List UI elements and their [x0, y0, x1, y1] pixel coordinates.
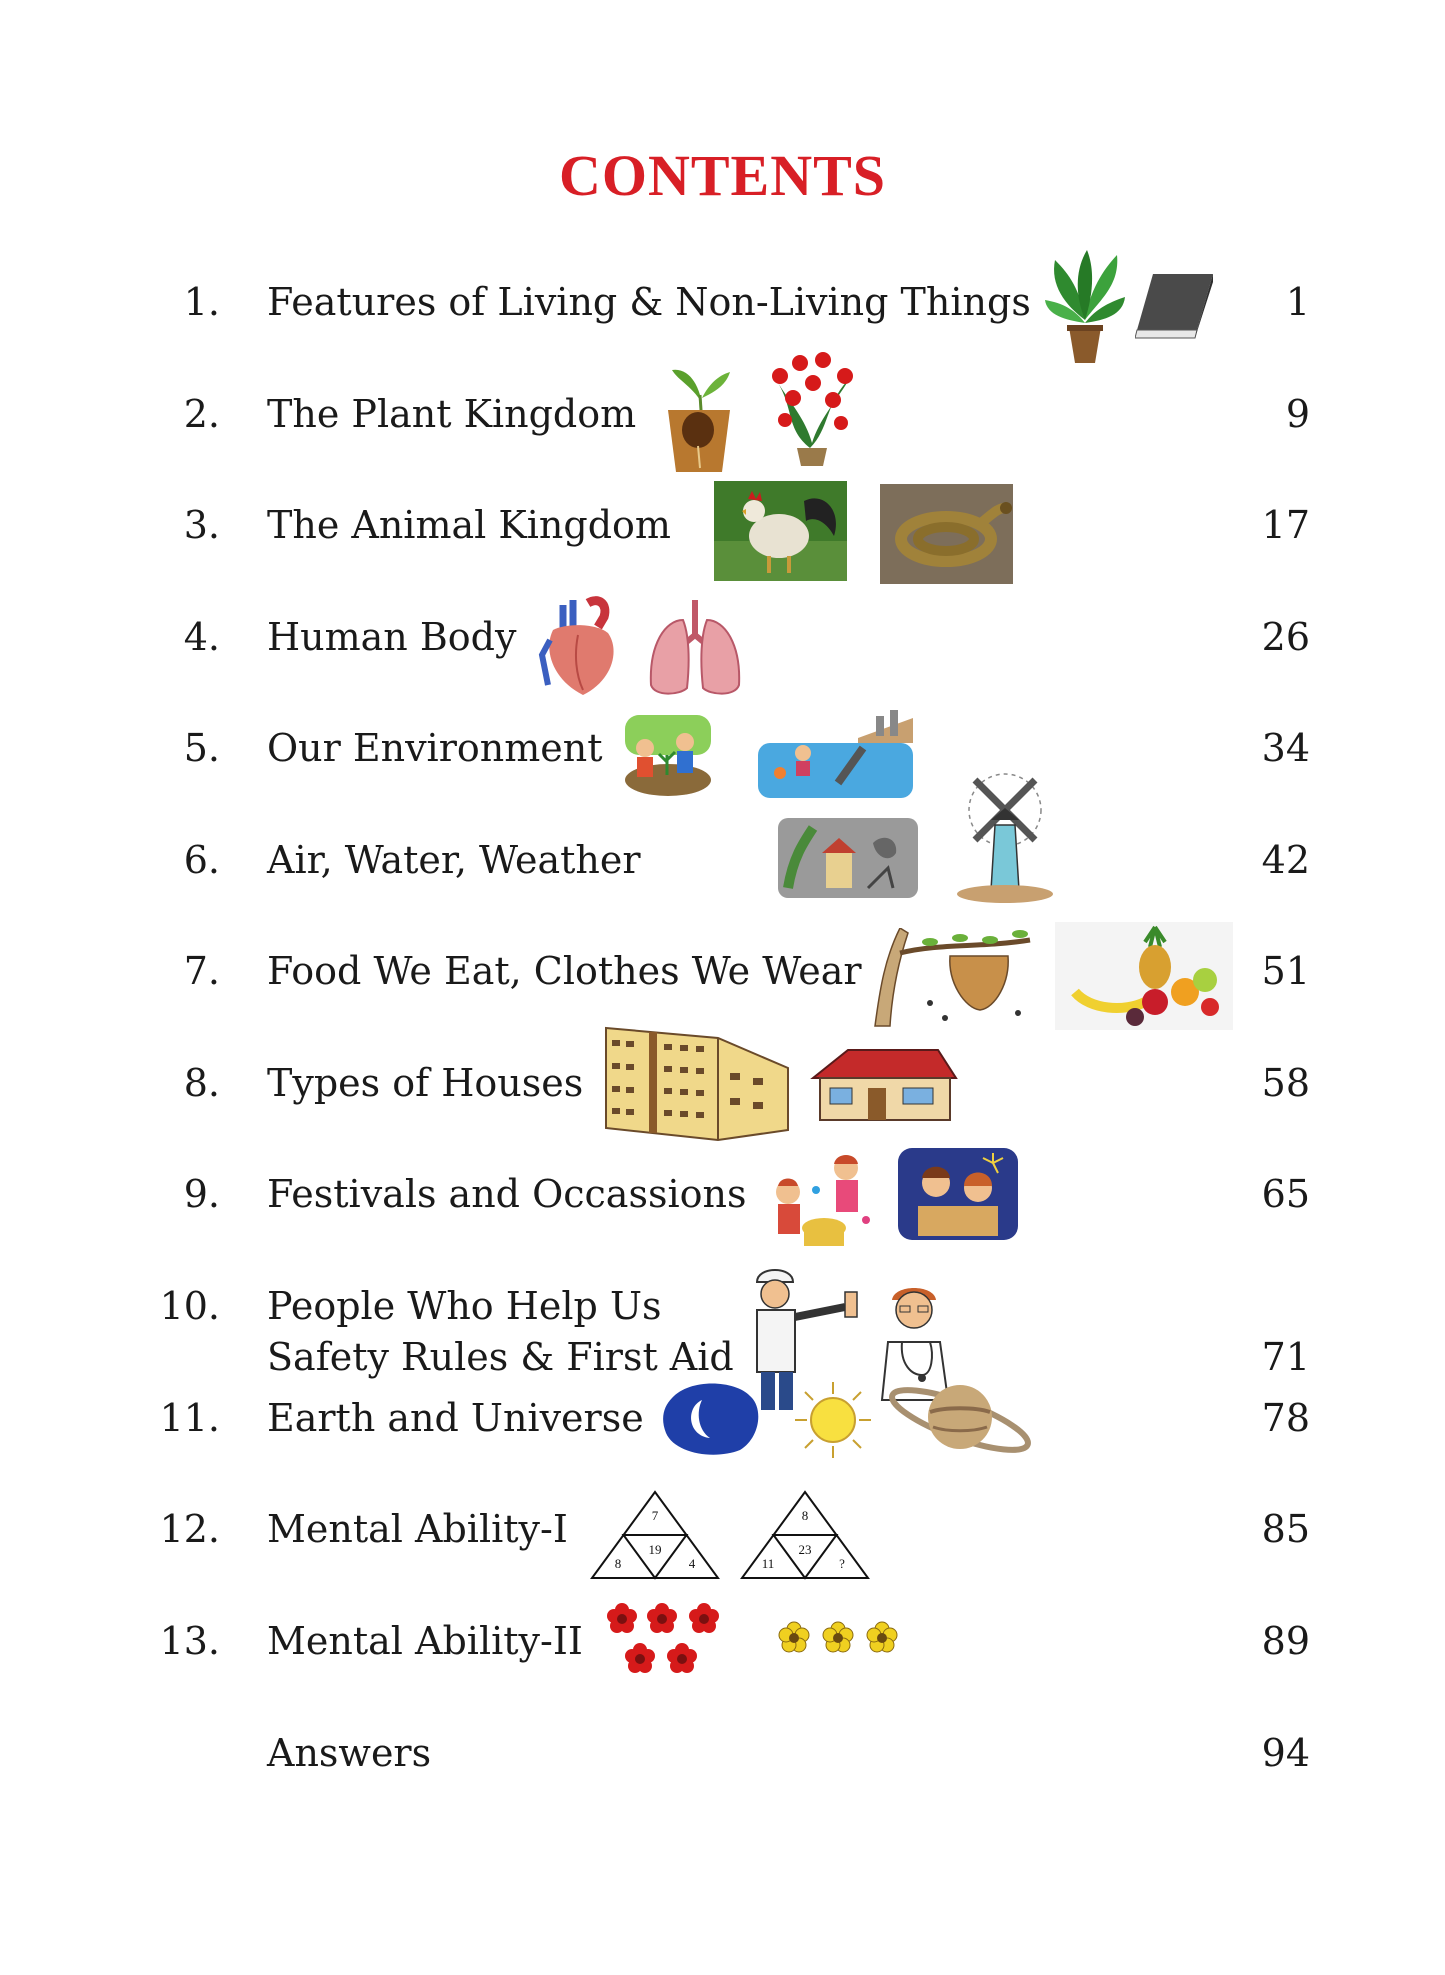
chapter-title: Our Environment	[267, 726, 603, 770]
page-title: CONTENTS	[558, 143, 887, 208]
fruits-photo	[1055, 922, 1233, 1030]
heart-icon	[538, 595, 623, 700]
chapter-number: 10.	[159, 1284, 220, 1328]
chapter-title-line2: Safety Rules & First Aid	[267, 1335, 734, 1379]
page-number: 94	[1261, 1731, 1310, 1775]
page-number: 1	[1285, 280, 1310, 324]
potted-plant-icon	[1045, 245, 1125, 365]
puzzle-right-number: ?	[839, 1556, 845, 1571]
page-number: 51	[1261, 949, 1310, 993]
chapter-title: Earth and Universe	[267, 1396, 644, 1440]
chapter-number: 2.	[183, 392, 220, 436]
puzzle-left-number: 8	[614, 1556, 622, 1571]
chapter-number: 8.	[183, 1061, 220, 1105]
page-number: 26	[1261, 615, 1310, 659]
page-number: 65	[1261, 1172, 1310, 1216]
chapter-title: Types of Houses	[267, 1061, 584, 1105]
chapter-number: 9.	[183, 1172, 220, 1216]
chapter-title: Food We Eat, Clothes We Wear	[267, 949, 862, 993]
page-number: 34	[1261, 726, 1310, 770]
windmill-icon	[955, 770, 1055, 905]
house-icon	[808, 1048, 958, 1123]
chapter-title: The Plant Kingdom	[267, 392, 637, 436]
chapter-title: Air, Water, Weather	[267, 838, 641, 882]
page-number: 42	[1261, 838, 1310, 882]
chapter-title: Human Body	[267, 615, 517, 659]
water-pollution-icon	[758, 708, 913, 798]
beehive-icon	[870, 928, 1040, 1028]
number-triangle-puzzle-icon	[740, 1490, 870, 1580]
page-number: 9	[1285, 392, 1310, 436]
rose-plant-icon	[765, 348, 860, 468]
toc-entry[interactable]	[0, 830, 1445, 890]
snake-photo	[880, 484, 1013, 584]
chapter-number: 5.	[183, 726, 220, 770]
puzzle-centre-number: 19	[648, 1542, 662, 1557]
book-icon	[1135, 272, 1215, 342]
chapter-title: Features of Living & Non-Living Things	[267, 280, 1031, 324]
puzzle-centre-number: 23	[798, 1542, 812, 1557]
page-number: 17	[1261, 503, 1310, 547]
yellow-flowers-icon	[772, 1615, 912, 1660]
chapter-title: Answers	[267, 1731, 432, 1775]
chapter-number: 4.	[183, 615, 220, 659]
chapter-title: People Who Help Us	[267, 1284, 662, 1328]
puzzle-top-number: 8	[801, 1508, 809, 1523]
rooster-photo	[714, 481, 847, 581]
toc-entry[interactable]	[0, 1164, 1445, 1224]
toc-entry[interactable]	[0, 1499, 1445, 1559]
toc-entry[interactable]	[0, 718, 1445, 778]
chapter-number: 13.	[159, 1619, 220, 1663]
chapter-title: The Animal Kingdom	[267, 503, 671, 547]
apartment-building-icon	[598, 1018, 798, 1143]
puzzle-right-number: 4	[688, 1556, 696, 1571]
page-number: 85	[1261, 1507, 1310, 1551]
toc-entry[interactable]	[0, 272, 1445, 332]
page-number: 71	[1261, 1335, 1310, 1379]
chapter-number: 12.	[159, 1507, 220, 1551]
number-triangle-puzzle-icon	[590, 1490, 720, 1580]
lungs-icon	[645, 600, 745, 700]
page-number: 78	[1261, 1396, 1310, 1440]
puzzle-top-number: 7	[651, 1508, 659, 1523]
chapter-number: 3.	[183, 503, 220, 547]
chapter-title: Festivals and Occassions	[267, 1172, 747, 1216]
moon-icon	[660, 1378, 765, 1458]
sun-icon	[793, 1380, 873, 1460]
chapter-number: 6.	[183, 838, 220, 882]
holi-children-icon	[766, 1150, 881, 1250]
storm-icon	[778, 818, 918, 898]
puzzle-left-number: 11	[761, 1556, 775, 1571]
chapter-number: 7.	[183, 949, 220, 993]
saturn-icon	[885, 1372, 1035, 1467]
diwali-children-icon	[898, 1148, 1018, 1240]
chapter-number: 11.	[159, 1396, 220, 1440]
chapter-title: Mental Ability-II	[267, 1619, 583, 1663]
seedling-pot-icon	[660, 350, 740, 475]
red-flowers-icon	[600, 1598, 730, 1678]
toc-entry-answers[interactable]	[0, 1723, 1445, 1783]
page-number: 58	[1261, 1061, 1310, 1105]
page-number: 89	[1261, 1619, 1310, 1663]
chapter-number: 1.	[183, 280, 220, 324]
children-planting-icon	[623, 710, 713, 798]
chapter-title: Mental Ability-I	[267, 1507, 568, 1551]
